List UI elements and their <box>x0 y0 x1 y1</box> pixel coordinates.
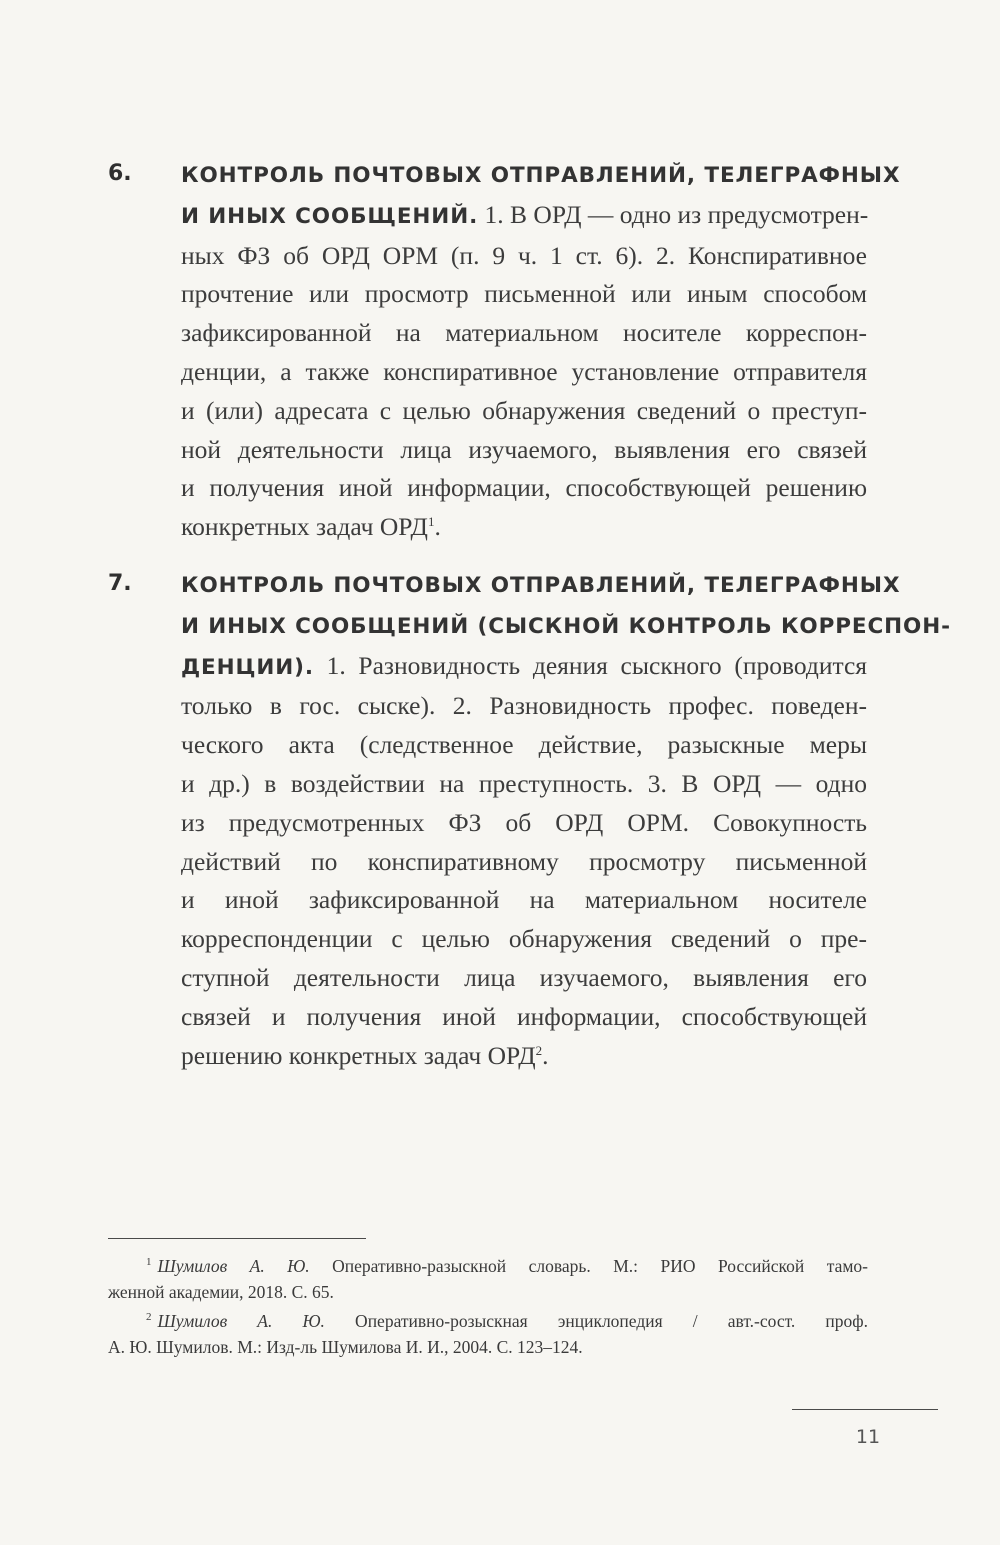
entry-line <box>181 353 867 392</box>
entry-definition-text: ных ФЗ об ОРД ОРМ (п. 9 ч. 1 ст. 6). 2. Конспиративное <box>181 240 867 270</box>
entry-term: И ИНЫХ СООБЩЕНИЙ (СЫСКНОЙ КОНТРОЛЬ КОРРЕСПОН- <box>181 613 951 639</box>
entry-line <box>181 508 867 547</box>
entry-definition-text: 1. В ОРД — одно из предусмотрен- <box>478 199 869 229</box>
page-number-rule <box>792 1409 938 1410</box>
footnote-text: Оперативно-розыскная энциклопедия / авт.-сост. проф. <box>324 1311 868 1331</box>
footnote-2 <box>108 1309 868 1360</box>
footnote-reference: 1 <box>427 514 435 530</box>
entry-definition-text: денции, а также конспиративное установление отправителя <box>181 356 867 386</box>
footnote-mark: 2 <box>146 1311 152 1323</box>
entry-line <box>181 959 867 998</box>
entry-definition-text: и др.) в воздействии на преступность. 3. В ОРД — одно <box>181 768 867 798</box>
entry-term: И ИНЫХ СООБЩЕНИЙ. <box>181 203 479 229</box>
entry-definition-text: прочтение или просмотр письменной или иным способом <box>181 279 867 309</box>
entry-line <box>181 237 867 276</box>
entry-definition-tail: . <box>542 1040 549 1070</box>
footnote-1 <box>108 1254 868 1305</box>
entry-definition-text: связей и получения иной информации, способствующей <box>181 1001 867 1031</box>
entry-line <box>181 804 867 843</box>
footnotes <box>108 1254 868 1364</box>
entry-line <box>181 196 867 237</box>
entry-line <box>181 920 867 959</box>
entry-line <box>181 726 867 765</box>
entry-definition-text: решению конкретных задач ОРД <box>181 1040 536 1070</box>
entry-definition-text: зафиксированной на материальном носителе корреспон- <box>181 318 867 348</box>
entry-term: КОНТРОЛЬ ПОЧТОВЫХ ОТПРАВЛЕНИЙ, ТЕЛЕГРАФНЫХ <box>181 573 901 598</box>
entry-definition-text: и иной зафиксированной на материальном носителе <box>181 885 867 915</box>
entry-definition-text: из предусмотренных ФЗ об ОРД ОРМ. Совокупность <box>181 807 867 837</box>
footnote-line: женной академии, 2018. С. 65. <box>108 1281 334 1302</box>
entry-number: 6. <box>108 161 132 186</box>
footnote-line <box>108 1254 868 1280</box>
footnote-author: Шумилов А. Ю. <box>157 1256 310 1276</box>
entry-definition-text: только в гос. сыске). 2. Разновидность профес. поведен- <box>181 691 867 721</box>
entry-body <box>181 565 951 1075</box>
entry-definition-text: и получения иной информации, способствующей решению <box>181 473 867 503</box>
page-number: 11 <box>855 1426 881 1448</box>
entry-definition-tail: . <box>434 512 441 542</box>
footnote-mark: 1 <box>146 1256 152 1268</box>
entry-line <box>181 314 867 353</box>
footnote-line <box>108 1309 868 1335</box>
entry-definition-text: ступной деятельности лица изучаемого, выявления его <box>181 962 867 992</box>
entry-line <box>181 765 867 804</box>
entry-line <box>181 881 867 920</box>
entry-term: КОНТРОЛЬ ПОЧТОВЫХ ОТПРАВЛЕНИЙ, ТЕЛЕГРАФНЫХ <box>181 163 901 188</box>
entry-line <box>181 606 951 647</box>
entry-line <box>181 155 901 196</box>
entry-line <box>181 565 901 606</box>
footnote-author: Шумилов А. Ю. <box>157 1311 325 1331</box>
entry-line <box>181 843 867 882</box>
entry-number: 7. <box>108 571 132 596</box>
entry-line <box>181 469 867 508</box>
entry-definition-text: 1. Разновидность деяния сыскного (проводится <box>313 650 867 680</box>
entry-definition-text: и (или) адресата с целью обнаружения сведений о преступ- <box>181 395 867 425</box>
entry-definition-text: корреспонденции с целью обнаружения сведений о пре- <box>181 924 867 954</box>
entry-line <box>181 687 867 726</box>
entry-definition-text: действий по конспиративному просмотру письменной <box>181 846 867 876</box>
footnote-divider <box>108 1238 366 1239</box>
footnote-text: Оперативно-разыскной словарь. М.: РИО Российской тамо- <box>309 1256 868 1276</box>
entry-line <box>181 431 867 470</box>
entry-line <box>181 647 867 688</box>
entry-line <box>181 998 867 1037</box>
entry-line <box>181 392 867 431</box>
entry-definition-text: ной деятельности лица изучаемого, выявления его связей <box>181 434 867 464</box>
footnote-reference: 2 <box>535 1042 543 1058</box>
entry-line <box>181 275 867 314</box>
entry-term: ДЕНЦИИ). <box>181 654 314 680</box>
entry-definition-text: конкретных задач ОРД <box>181 512 428 542</box>
entry-line <box>181 1037 867 1076</box>
footnote-line: А. Ю. Шумилов. М.: Изд-ль Шумилова И. И., 2004. С. 123–124. <box>108 1336 583 1357</box>
entry-body <box>181 155 901 547</box>
entry-definition-text: ческого акта (следственное действие, разыскные меры <box>181 730 867 760</box>
